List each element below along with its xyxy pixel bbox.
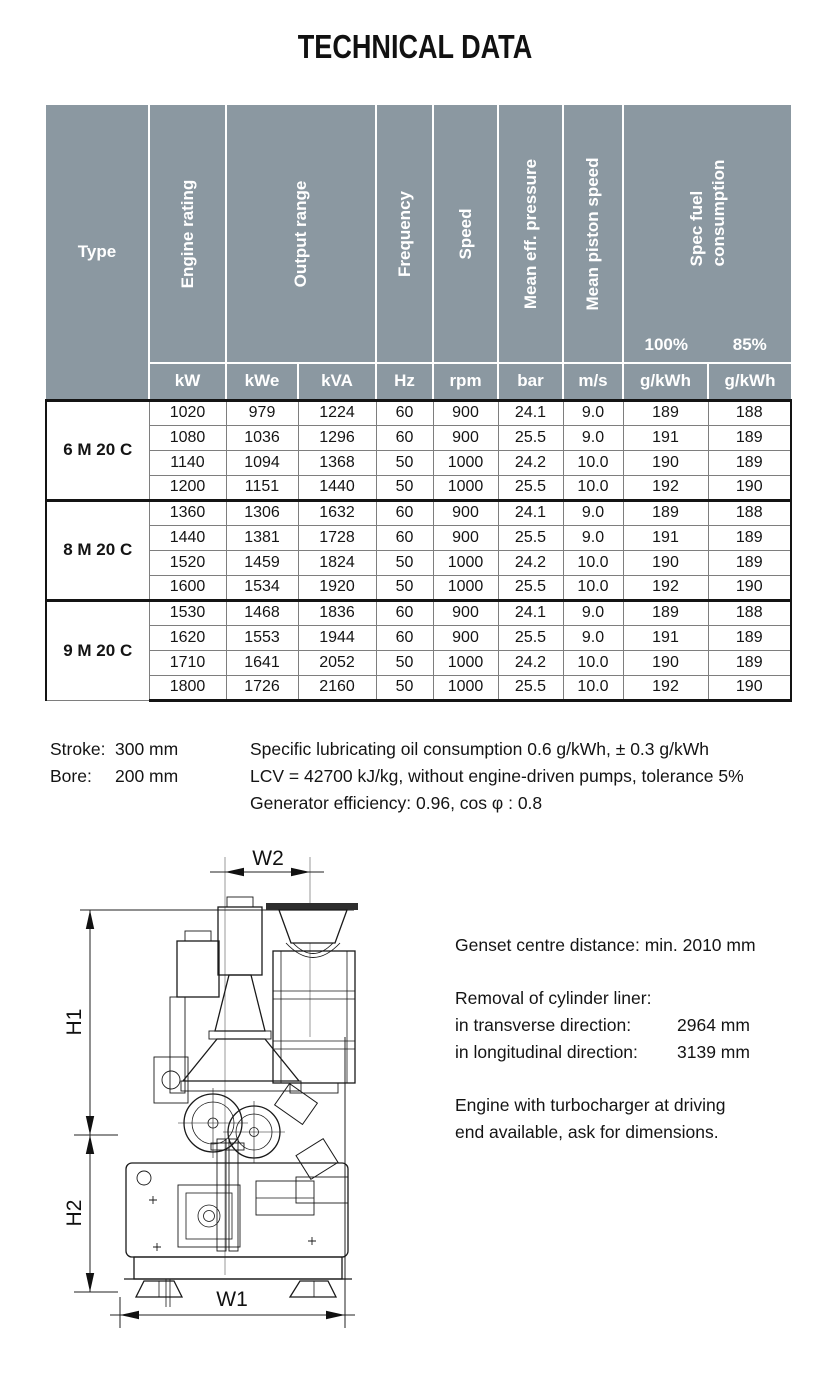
data-cell: 25.5: [498, 425, 563, 450]
data-cell: 24.1: [498, 600, 563, 625]
data-cell: 900: [433, 425, 498, 450]
data-cell: 1224: [298, 400, 376, 425]
data-cell: 1944: [298, 625, 376, 650]
data-cell: 1151: [226, 475, 298, 500]
data-cell: 1000: [433, 575, 498, 600]
engine-drawing-svg: [60, 845, 432, 1345]
data-cell: 1000: [433, 675, 498, 700]
genset-distance-note: Genset centre distance: min. 2010 mm: [455, 935, 756, 955]
note-lcv: LCV = 42700 kJ/kg, without engine-driven pumps, tolerance 5%: [250, 766, 744, 786]
dimension-w2-label: W2: [252, 847, 284, 870]
data-cell: 10.0: [563, 650, 623, 675]
removal-longitudinal-row: in longitudinal direction: 3139 mm: [455, 1042, 750, 1062]
data-cell: 1368: [298, 450, 376, 475]
data-cell: 190: [623, 550, 708, 575]
technical-data-table: [45, 105, 792, 702]
data-cell: 1306: [226, 500, 298, 525]
data-cell: 189: [623, 600, 708, 625]
data-cell: 1036: [226, 425, 298, 450]
data-cell: 1140: [149, 450, 226, 475]
data-cell: 1468: [226, 600, 298, 625]
engine-dimension-drawing: [60, 845, 432, 1350]
dimension-w1-label: W1: [216, 1288, 248, 1311]
spec-notes: [250, 736, 744, 817]
header-type: Type: [46, 105, 149, 400]
data-cell: 9.0: [563, 625, 623, 650]
data-cell: 192: [623, 475, 708, 500]
data-cell: 60: [376, 600, 433, 625]
data-cell: 191: [623, 425, 708, 450]
data-cell: 2160: [298, 675, 376, 700]
header-mean-eff-pressure: Mean eff. pressure: [498, 105, 563, 363]
dimension-h1-label: H1: [63, 1008, 86, 1036]
data-cell: 1710: [149, 650, 226, 675]
data-cell: 1726: [226, 675, 298, 700]
data-cell: 24.2: [498, 450, 563, 475]
dimension-h2: [63, 1135, 118, 1292]
table-row: [46, 575, 791, 600]
header-speed: Speed: [433, 105, 498, 363]
unit-rpm: rpm: [433, 363, 498, 400]
header-load-100: 100%: [644, 335, 688, 354]
data-cell: 1600: [149, 575, 226, 600]
data-cell: 9.0: [563, 600, 623, 625]
data-cell: 189: [708, 550, 791, 575]
data-cell: 1534: [226, 575, 298, 600]
engine-type-cell: 9 M 20 C: [46, 600, 149, 700]
data-cell: 60: [376, 425, 433, 450]
data-cell: 1632: [298, 500, 376, 525]
data-cell: 190: [623, 450, 708, 475]
data-cell: 1728: [298, 525, 376, 550]
data-cell: 900: [433, 400, 498, 425]
data-cell: 189: [708, 625, 791, 650]
page-title: [0, 28, 830, 66]
data-cell: 188: [708, 500, 791, 525]
header-output-range: Output range: [226, 105, 376, 363]
data-cell: 190: [623, 650, 708, 675]
bore-stroke-notes: [50, 736, 178, 790]
data-cell: 10.0: [563, 675, 623, 700]
data-cell: 25.5: [498, 675, 563, 700]
data-cell: 24.2: [498, 650, 563, 675]
unit-ms: m/s: [563, 363, 623, 400]
table-row: [46, 500, 791, 525]
data-cell: 25.5: [498, 575, 563, 600]
data-cell: 24.2: [498, 550, 563, 575]
data-cell: 1641: [226, 650, 298, 675]
data-cell: 1080: [149, 425, 226, 450]
data-cell: 1459: [226, 550, 298, 575]
data-cell: 50: [376, 550, 433, 575]
table-row: [46, 425, 791, 450]
data-cell: 50: [376, 450, 433, 475]
data-cell: 1553: [226, 625, 298, 650]
data-cell: 1800: [149, 675, 226, 700]
data-cell: 900: [433, 525, 498, 550]
turbocharger: [266, 903, 358, 1093]
turbocharger-note: Engine with turbocharger at driving end available, ask for dimensions.: [455, 1095, 726, 1142]
data-cell: 192: [623, 675, 708, 700]
engine-type-cell: 6 M 20 C: [46, 400, 149, 500]
data-cell: 24.1: [498, 500, 563, 525]
intake-tower: [209, 897, 271, 1039]
header-spec-fuel-consumption: Spec fuel consumption 100% 85%: [623, 105, 791, 363]
dimension-h2-label: H2: [63, 1199, 86, 1227]
data-cell: 1000: [433, 475, 498, 500]
data-cell: 25.5: [498, 475, 563, 500]
header-load-85: 85%: [732, 335, 767, 354]
engine-type-cell: 8 M 20 C: [46, 500, 149, 600]
data-cell: 1440: [298, 475, 376, 500]
unit-kwe: kWe: [226, 363, 298, 400]
cylinder-liner-removal-note: [455, 985, 795, 1066]
data-cell: 10.0: [563, 575, 623, 600]
table-row: [46, 400, 791, 425]
bore-value: 200 mm: [115, 766, 179, 786]
data-cell: 190: [708, 675, 791, 700]
data-cell: 10.0: [563, 550, 623, 575]
header-frequency: Frequency: [376, 105, 433, 363]
dimension-h1: [63, 910, 354, 1135]
data-cell: 189: [708, 450, 791, 475]
bore-label: Bore:: [50, 766, 92, 786]
unit-gkwh-100: g/kWh: [623, 363, 708, 400]
crankcase-block: [126, 1139, 348, 1257]
table-row: [46, 625, 791, 650]
data-cell: 50: [376, 675, 433, 700]
data-cell: 10.0: [563, 450, 623, 475]
data-cell: 24.1: [498, 400, 563, 425]
data-cell: 1360: [149, 500, 226, 525]
data-cell: 50: [376, 650, 433, 675]
data-cell: 9.0: [563, 525, 623, 550]
unit-hz: Hz: [376, 363, 433, 400]
unit-kva: kVA: [298, 363, 376, 400]
data-cell: 2052: [298, 650, 376, 675]
data-cell: 190: [708, 475, 791, 500]
table-row: [46, 675, 791, 700]
data-cell: 1920: [298, 575, 376, 600]
table-row: [46, 550, 791, 575]
header-mean-piston-speed: Mean piston speed: [563, 105, 623, 363]
data-cell: 25.5: [498, 625, 563, 650]
data-cell: 189: [708, 525, 791, 550]
data-cell: 1620: [149, 625, 226, 650]
data-cell: 979: [226, 400, 298, 425]
data-cell: 50: [376, 575, 433, 600]
data-cell: 50: [376, 475, 433, 500]
data-cell: 189: [623, 400, 708, 425]
data-cell: 191: [623, 625, 708, 650]
data-cell: 189: [708, 425, 791, 450]
data-cell: 1440: [149, 525, 226, 550]
data-cell: 9.0: [563, 500, 623, 525]
data-cell: 900: [433, 500, 498, 525]
data-cell: 1000: [433, 650, 498, 675]
data-cell: 190: [708, 575, 791, 600]
dimension-w2: [210, 847, 324, 876]
unit-kw: kW: [149, 363, 226, 400]
data-cell: 1200: [149, 475, 226, 500]
data-cell: 188: [708, 600, 791, 625]
unit-bar: bar: [498, 363, 563, 400]
data-cell: 1296: [298, 425, 376, 450]
table-row: [46, 525, 791, 550]
data-cell: 60: [376, 525, 433, 550]
page-title-text: TECHNICAL DATA: [297, 28, 533, 65]
data-cell: 189: [708, 650, 791, 675]
note-generator-efficiency: Generator efficiency: 0.96, cos φ : 0.8: [250, 793, 543, 813]
table-row: [46, 475, 791, 500]
header-engine-rating: Engine rating: [149, 105, 226, 363]
data-cell: 192: [623, 575, 708, 600]
data-cell: 25.5: [498, 525, 563, 550]
table-row: [46, 600, 791, 625]
drawing-notes: [455, 932, 795, 1172]
data-cell: 60: [376, 400, 433, 425]
data-cell: 1000: [433, 450, 498, 475]
data-cell: 1836: [298, 600, 376, 625]
stroke-label: Stroke:: [50, 739, 106, 759]
data-cell: 1094: [226, 450, 298, 475]
table-row: [46, 450, 791, 475]
removal-transverse-row: in transverse direction: 2964 mm: [455, 1015, 750, 1035]
data-cell: 1520: [149, 550, 226, 575]
data-cell: 9.0: [563, 400, 623, 425]
data-cell: 191: [623, 525, 708, 550]
data-cell: 10.0: [563, 475, 623, 500]
data-cell: 189: [623, 500, 708, 525]
table-row: [46, 650, 791, 675]
pulley-circles: [178, 1088, 285, 1163]
data-cell: 60: [376, 625, 433, 650]
engine-body: [124, 897, 358, 1307]
data-cell: 900: [433, 600, 498, 625]
data-cell: 1824: [298, 550, 376, 575]
data-cell: 1020: [149, 400, 226, 425]
units-row: [46, 363, 791, 400]
stroke-value: 300 mm: [115, 739, 179, 759]
data-cell: 1381: [226, 525, 298, 550]
data-cell: 60: [376, 500, 433, 525]
data-cell: 1000: [433, 550, 498, 575]
data-cell: 900: [433, 625, 498, 650]
angled-components: [275, 1084, 348, 1203]
removal-title: Removal of cylinder liner:: [455, 988, 652, 1008]
unit-gkwh-85: g/kWh: [708, 363, 791, 400]
data-cell: 9.0: [563, 425, 623, 450]
data-cell: 188: [708, 400, 791, 425]
note-lube-oil: Specific lubricating oil consumption 0.6 g/kWh, ± 0.3 g/kWh: [250, 739, 709, 759]
data-cell: 1530: [149, 600, 226, 625]
